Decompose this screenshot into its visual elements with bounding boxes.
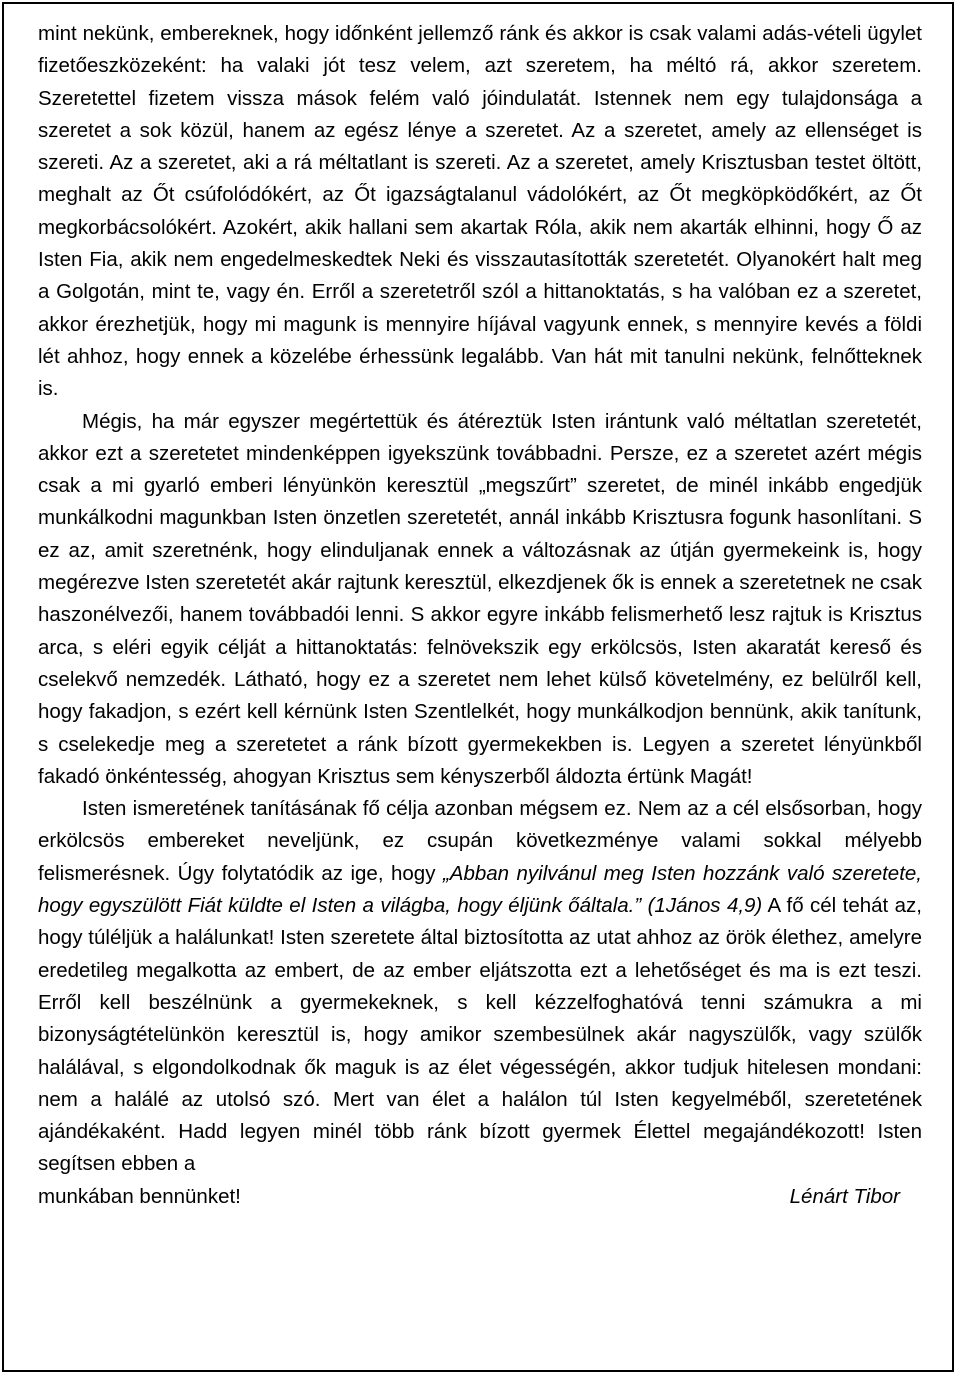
paragraph-3-body: A fő cél tehát az, hogy túléljük a halálunkat! Isten szeretete által biztosította az utat ahhoz az örök élethez, amelyre eredetileg megalkotta az embert, de az ember eljátszotta ezt a lehetőséget és ma is ezt teszi. Erről kell beszélnünk a gyermekeknek, s kell kézzelfoghatóvá tenni számukra a mi bizonyságtételünkön keresztül is, hogy amikor szembesülnek akár nagyszülők, vagy szülők halálával, s elgondolkodnak ők maguk is az élet végességén, akkor tudjuk hitelesen mondani: nem a halálé az utolsó szó. Mert van élet a halálon túl Isten kegyelméből, szeretetének ajándékaként. Hadd legyen minél több ránk bízott gyermek Élettel megajándékozott! Isten segítsen ebben a <box>38 894 922 1176</box>
article-body <box>38 18 922 1213</box>
paragraph-1: mint nekünk, embereknek, hogy időnként jellemző ránk és akkor is csak valami adás-vételi ügylet fizetőeszközeként: ha valaki jót tesz velem, azt szeretem, ha méltó rá, akkor szeretem. Szeretettel fizetem vissza mások felém való jóindulatát. Istennek nem egy tulajdonsága a szeretet a sok közül, hanem az egész lénye a szeretet. Az a szeretet, amely az ellenséget is szereti. Az a szeretet, aki a rá méltatlant is szereti. Az a szeretet, amely Krisztusban testet öltött, meghalt az Őt csúfolódókért, az Őt igazságtalanul vádolókért, az Őt megköpködőkért, az Őt megkorbácsolókért. Azokért, akik hallani sem akartak Róla, akik nem akarták elhinni, hogy Ő az Isten Fia, akik nem engedelmeskedtek Neki és visszautasították szeretetét. Olyanokért halt meg a Golgotán, mint te, vagy én. Erről a szeretetről szól a hittanoktatás, s ha valóban ez a szeretet, akkor érezhetjük, hogy mi magunk is mennyire híjával vagyunk ennek, s mennyire kevés a földi lét ahhoz, hogy ennek a közelébe érhessünk legalább. Van hát mit tanulni nekünk, felnőtteknek is. <box>38 22 922 401</box>
bible-quote: „Abban nyilvánul meg Isten hozzánk való szeretete, hogy egyszülött Fiát küldte el Isten a világba, hogy éljünk őáltala.” (1János 4,9) <box>38 861 922 918</box>
paragraph-3-intro: Isten ismeretének tanításának fő célja azonban mégsem ez. Nem az a cél elsősorban, hogy erkölcsös embereket neveljünk, ez csupán következménye valami sokkal mélyebb felismerésnek. Úgy folytatódik az ige, hogy <box>38 797 922 885</box>
author-signature: Lénárt Tibor <box>789 1184 900 1208</box>
closing-line <box>38 1181 922 1213</box>
paragraph-3 <box>38 793 922 1181</box>
closing-text: munkában bennünket! <box>38 1184 241 1208</box>
paragraph-2: Mégis, ha már egyszer megértettük és átéreztük Isten irántunk való méltatlan szeretetét, akkor ezt a szeretetet mindenképpen igyekszünk továbbadni. Persze, ez a szeretet azért mégis csak a mi gyarló emberi lényünkön keresztül „megszűrt” szeretet, de minél inkább engedjük munkálkodni magunkban Isten önzetlen szeretetét, annál inkább Krisztusra fogunk hasonlítani. S ez az, amit szeretnénk, hogy elinduljanak ennek a változásnak az útján gyermekeink is, hogy megérezve Isten szeretetét akár rajtunk keresztül, elkezdjenek ők is ennek a szeretetnek ne csak haszonélvezői, hanem továbbadói lenni. S akkor egyre inkább felismerhető lesz rajtuk is Krisztus arca, s eléri egyik célját a hittanoktatás: felnövekszik egy erkölcsös, Isten akaratát kereső és cselekvő nemzedék. Látható, hogy ez a szeretet nem lehet külső követelmény, ez belülről kell, hogy fakadjon, s ezért kell kérnünk Isten Szentlelkét, hogy munkálkodjon bennünk, akik tanítunk, s cselekedje meg a szeretetet a ránk bízott gyermekekben is. Legyen a szeretet lényünkből fakadó önkéntesség, ahogyan Krisztus sem kényszerből áldozta értünk Magát! <box>38 409 922 788</box>
